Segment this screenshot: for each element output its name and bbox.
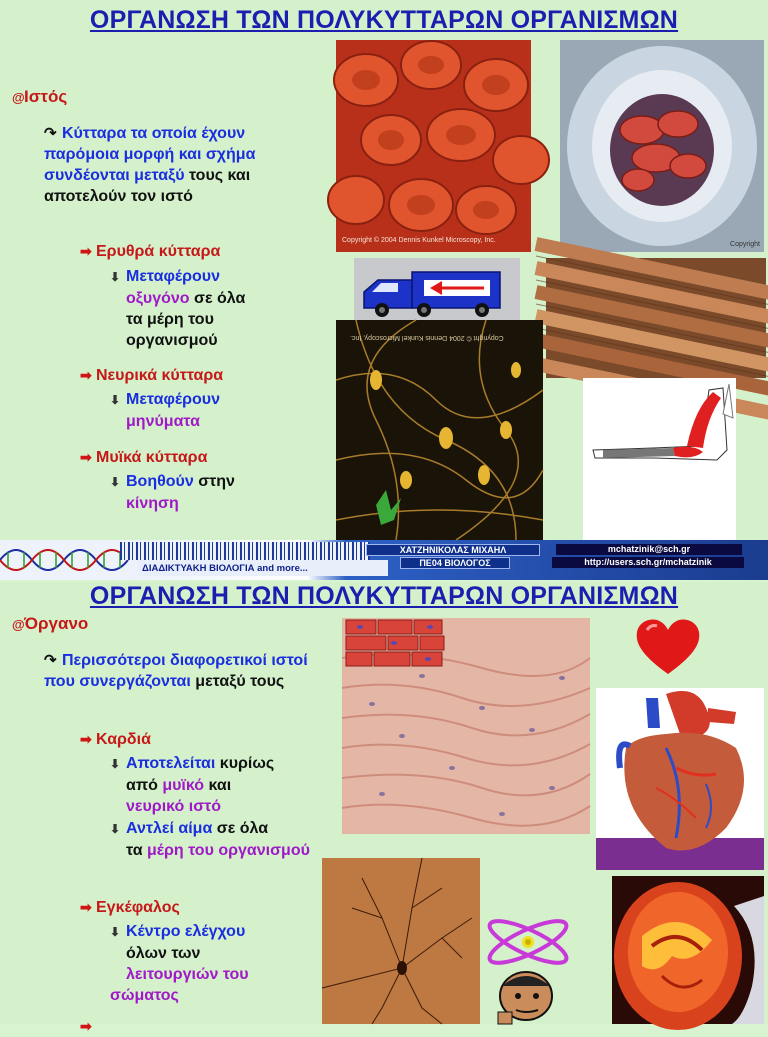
at-bullet-icon: @	[12, 90, 25, 105]
heart-icon	[633, 616, 703, 678]
blood-vessel-image	[560, 40, 764, 252]
role-box	[400, 557, 510, 569]
item-brain: ➡ Εγκέφαλος	[80, 899, 180, 916]
url-box	[552, 557, 744, 568]
heading-organ: @Όργανο	[12, 614, 89, 633]
down-arrow-icon: ⬇	[110, 822, 121, 836]
email-box	[556, 544, 742, 555]
banner-subtitle: ΔΙΑΔΙΚΤΥΑΚΗ ΒΙΟΛΟΓΙΑ and more...	[142, 563, 308, 574]
item-heart: ➡ Καρδιά	[80, 731, 151, 748]
author-role: ΠΕ04 ΒΙΟΛΟΓΟΣ	[419, 558, 491, 568]
down-arrow-icon: ⬇	[110, 475, 121, 489]
anatomical-heart-image	[596, 688, 764, 870]
right-arrow-icon: ➡	[80, 449, 92, 465]
author-box	[366, 544, 540, 556]
heart-desc-1: ⬇ Αποτελείται κυρίως από μυϊκό και νευρικό ιστό	[110, 755, 275, 815]
item-muscle-cells: ➡ Μυϊκά κύτταρα	[80, 449, 208, 466]
dna-icon	[0, 540, 130, 580]
right-arrow-icon: ➡	[80, 899, 92, 915]
tissue-definition: ↷ Κύτταρα τα οποία έχουν παρόμοια μορφή και σχήμα συνδέονται μεταξύ τους και αποτελούν τον ιστό	[44, 125, 256, 205]
nerve-cells-desc: ⬇ Μεταφέρουν μηνύματα	[110, 391, 220, 430]
right-arrow-icon: ➡	[80, 243, 92, 259]
image-caption: Copyright	[730, 241, 760, 248]
slide-organ	[0, 582, 768, 1034]
footer-banner	[0, 540, 768, 580]
arm-drawing-image	[583, 378, 736, 540]
brain-scan-image	[612, 876, 764, 1024]
red-cells-desc: ⬇ Μεταφέρουν οξυγόνο σε όλα τα μέρη του οργανισμού	[110, 268, 246, 349]
down-arrow-icon: ⬇	[110, 270, 121, 284]
image-caption: Copyright © 2004 Dennis Kunkel Microscopy, Inc.	[350, 334, 504, 341]
brain-desc: ⬇ Κέντρο ελέγχου όλων των λειτουργιών του σώματος	[110, 923, 249, 1004]
image-caption: Copyright © 2004 Dennis Kunkel Microscopy, Inc.	[342, 237, 496, 244]
muscle-cells-desc: ⬇ Βοηθούν στην κίνηση	[110, 473, 235, 512]
curved-arrow-icon: ↷	[44, 652, 57, 669]
down-arrow-icon: ⬇	[110, 925, 121, 939]
heading-tissue: @Ιστός	[12, 87, 68, 106]
at-bullet-icon: @	[12, 617, 25, 632]
email-link[interactable]: mchatzinik@sch.gr	[607, 544, 691, 554]
item-nerve-cells: ➡ Νευρικά κύτταρα	[80, 367, 224, 384]
barcode-decoration	[120, 542, 370, 560]
right-arrow-icon: ➡	[80, 1018, 92, 1034]
right-arrow-icon: ➡	[80, 731, 92, 747]
neuron-network-image	[336, 320, 543, 540]
cutoff-item	[80, 1016, 96, 1037]
organ-definition: ↷ Περισσότεροι διαφορετικοί ιστοί που συνεργάζονται μεταξύ τους	[44, 652, 308, 690]
muscle-fiber-image	[546, 258, 766, 378]
cardiac-tissue-image	[342, 618, 590, 834]
thinker-cartoon-image	[480, 966, 572, 1024]
slide-title: ΟΡΓΑΝΩΣΗ ΤΩΝ ΠΟΛΥΚΥΤΤΑΡΩΝ ΟΡΓΑΝΙΣΜΩΝ	[89, 582, 679, 610]
right-arrow-icon: ➡	[80, 367, 92, 383]
item-red-cells: ➡ Ερυθρά κύτταρα	[80, 243, 221, 260]
down-arrow-icon: ⬇	[110, 757, 121, 771]
heart-desc-2: ⬇ Αντλεί αίμα σε όλα τα μέρη του οργανισμού	[110, 820, 310, 859]
curved-arrow-icon: ↷	[44, 125, 57, 142]
red-blood-cells-image	[336, 40, 531, 252]
nerve-tissue-image	[322, 858, 480, 1024]
website-link[interactable]: http://users.sch.gr/mchatzinik	[584, 557, 712, 567]
slide-title: ΟΡΓΑΝΩΣΗ ΤΩΝ ΠΟΛΥΚΥΤΤΑΡΩΝ ΟΡΓΑΝΙΣΜΩΝ	[89, 6, 679, 34]
author-name: ΧΑΤΖΗΝΙΚΟΛΑΣ ΜΙΧΑΗΛ	[399, 545, 507, 555]
atom-icon	[482, 912, 574, 972]
down-arrow-icon: ⬇	[110, 393, 121, 407]
truck-image	[354, 258, 520, 328]
